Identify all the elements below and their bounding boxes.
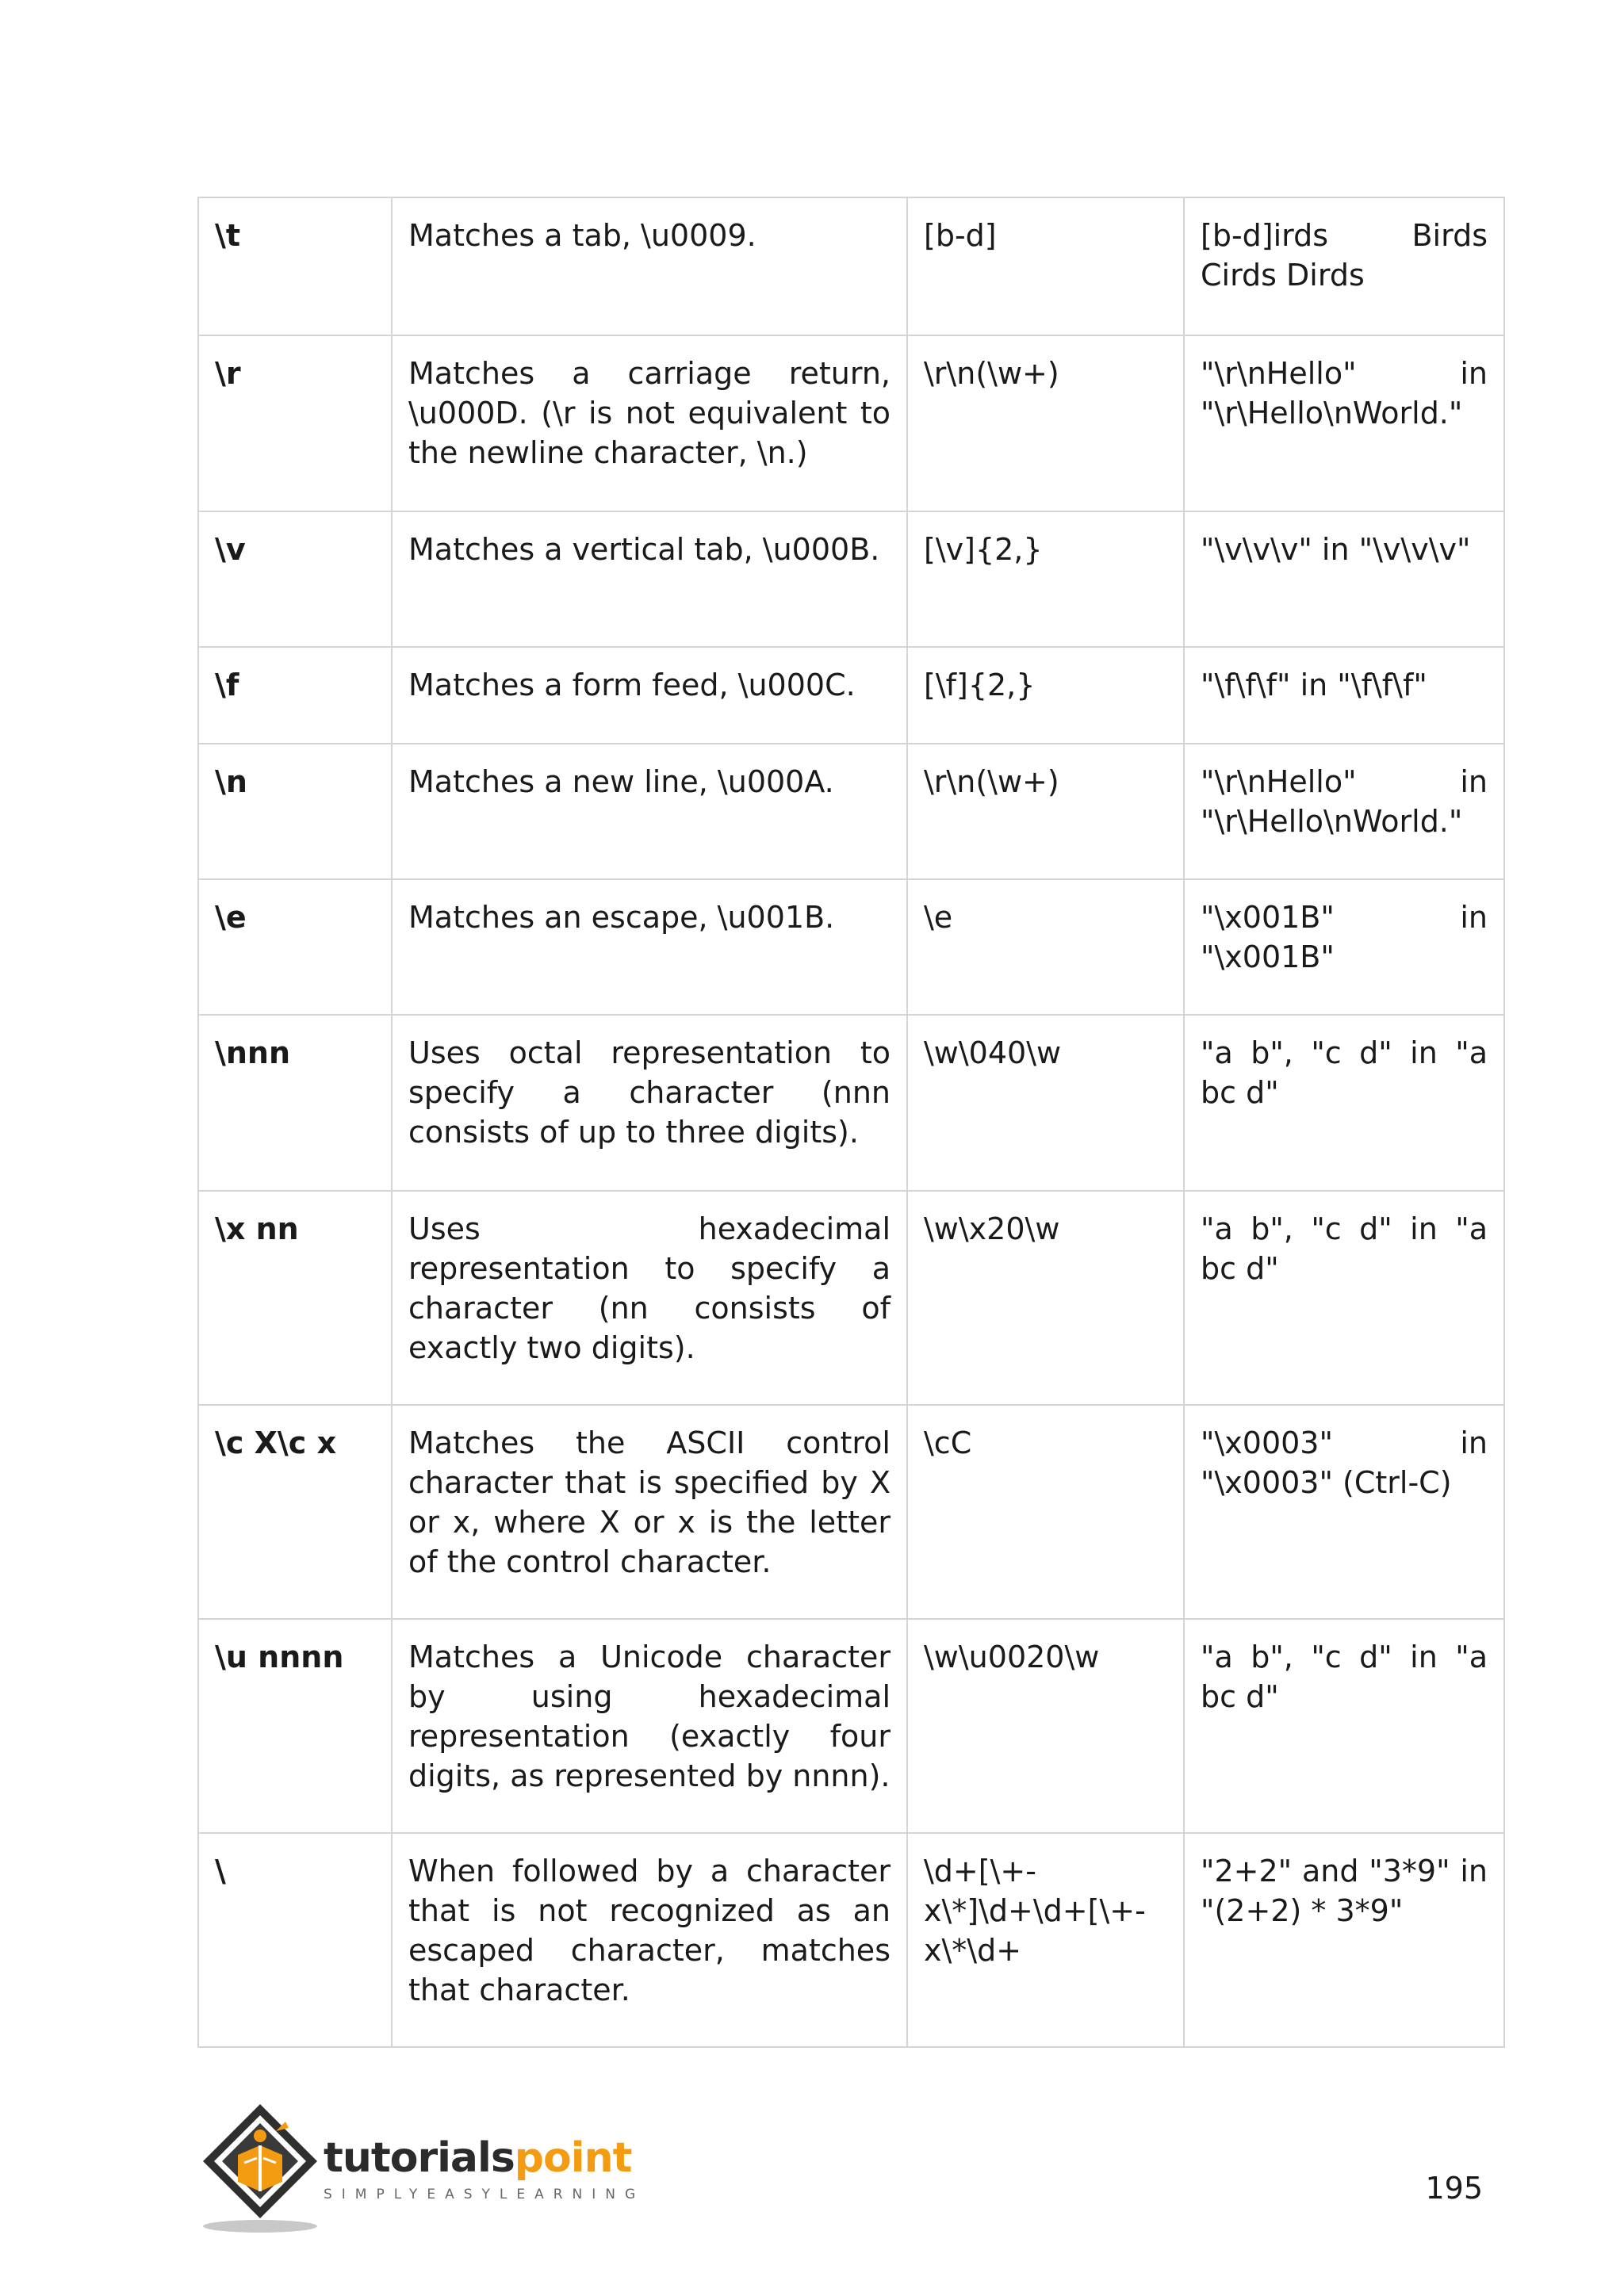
escape-cell: \t (198, 197, 392, 335)
pattern-cell: \w\u0020\w (907, 1619, 1184, 1833)
description-cell: Matches the ASCII control character that is specified by X or x, where X or x is the letter of the control character. (392, 1405, 907, 1619)
escape-cell: \e (198, 879, 392, 1015)
example-cell: "a b", "c d" in "a bc d" (1184, 1619, 1504, 1833)
logo-tagline: SIMPLYEASYLEARNING (324, 2187, 645, 2202)
table-row (198, 1619, 1504, 1833)
escape-cell: \x nn (198, 1191, 392, 1405)
description-cell: Matches a new line, \u000A. (392, 744, 907, 879)
logo-diamond-icon (197, 2099, 324, 2234)
pattern-cell: \w\x20\w (907, 1191, 1184, 1405)
table-row (198, 1015, 1504, 1191)
example-cell: "\f\f\f" in "\f\f\f" (1184, 647, 1504, 744)
example-cell: "a b", "c d" in "a bc d" (1184, 1015, 1504, 1191)
example-cell: "\x001B" in "\x001B" (1184, 879, 1504, 1015)
escape-cell: \c X\c x (198, 1405, 392, 1619)
example-cell: "\r\nHello" in "\r\Hello\nWorld." (1184, 335, 1504, 511)
table-row (198, 1191, 1504, 1405)
description-cell: Matches a Unicode character by using hexadecimal representation (exactly four digits, as represented by nnnn). (392, 1619, 907, 1833)
table-row (198, 744, 1504, 879)
escape-cell: \nnn (198, 1015, 392, 1191)
table-row (198, 647, 1504, 744)
escape-cell: \f (198, 647, 392, 744)
example-cell: [b-d]irds Birds Cirds Dirds (1184, 197, 1504, 335)
example-cell: "\v\v\v" in "\v\v\v" (1184, 511, 1504, 647)
pattern-cell: \r\n(\w+) (907, 335, 1184, 511)
pattern-cell: \cC (907, 1405, 1184, 1619)
description-cell: Matches a form feed, \u000C. (392, 647, 907, 744)
pattern-cell: \w\040\w (907, 1015, 1184, 1191)
logo-word-accent: point (514, 2134, 632, 2182)
example-cell: "a b", "c d" in "a bc d" (1184, 1191, 1504, 1405)
escape-cell: \r (198, 335, 392, 511)
escape-cell: \u nnnn (198, 1619, 392, 1833)
description-cell: Matches an escape, \u001B. (392, 879, 907, 1015)
pattern-cell: [\f]{2,} (907, 647, 1184, 744)
logo-word-main: tutorials (324, 2134, 515, 2182)
example-cell: "\r\nHello" in "\r\Hello\nWorld." (1184, 744, 1504, 879)
description-cell: Matches a tab, \u0009. (392, 197, 907, 335)
table-row (198, 879, 1504, 1015)
pattern-cell: \d+[\+-x\*]\d+\d+[\+-x\*\d+ (907, 1833, 1184, 2047)
pattern-cell: \r\n(\w+) (907, 744, 1184, 879)
escape-cell: \ (198, 1833, 392, 2047)
table-row (198, 1405, 1504, 1619)
description-cell: Matches a vertical tab, \u000B. (392, 511, 907, 647)
table-row (198, 197, 1504, 335)
regex-escape-table (197, 197, 1505, 2048)
pattern-cell: \e (907, 879, 1184, 1015)
escape-cell: \v (198, 511, 392, 647)
description-cell: Uses octal representation to specify a character (nnn consists of up to three digits). (392, 1015, 907, 1191)
description-cell: When followed by a character that is not recognized as an escaped character, matches that character. (392, 1833, 907, 2047)
page-number: 195 (1425, 2171, 1483, 2206)
table-row (198, 1833, 1504, 2047)
example-cell: "\x0003" in "\x0003" (Ctrl-C) (1184, 1405, 1504, 1619)
logo-wordmark (324, 2134, 631, 2182)
pattern-cell: [\v]{2,} (907, 511, 1184, 647)
description-cell: Matches a carriage return, \u000D. (\r is not equivalent to the newline character, \n.) (392, 335, 907, 511)
pattern-cell: [b-d] (907, 197, 1184, 335)
example-cell: "2+2" and "3*9" in "(2+2) * 3*9" (1184, 1833, 1504, 2047)
table-row (198, 511, 1504, 647)
table-row (198, 335, 1504, 511)
escape-cell: \n (198, 744, 392, 879)
description-cell: Uses hexadecimal representation to specify a character (nn consists of exactly two digits). (392, 1191, 907, 1405)
tutorialspoint-logo (197, 2099, 645, 2234)
